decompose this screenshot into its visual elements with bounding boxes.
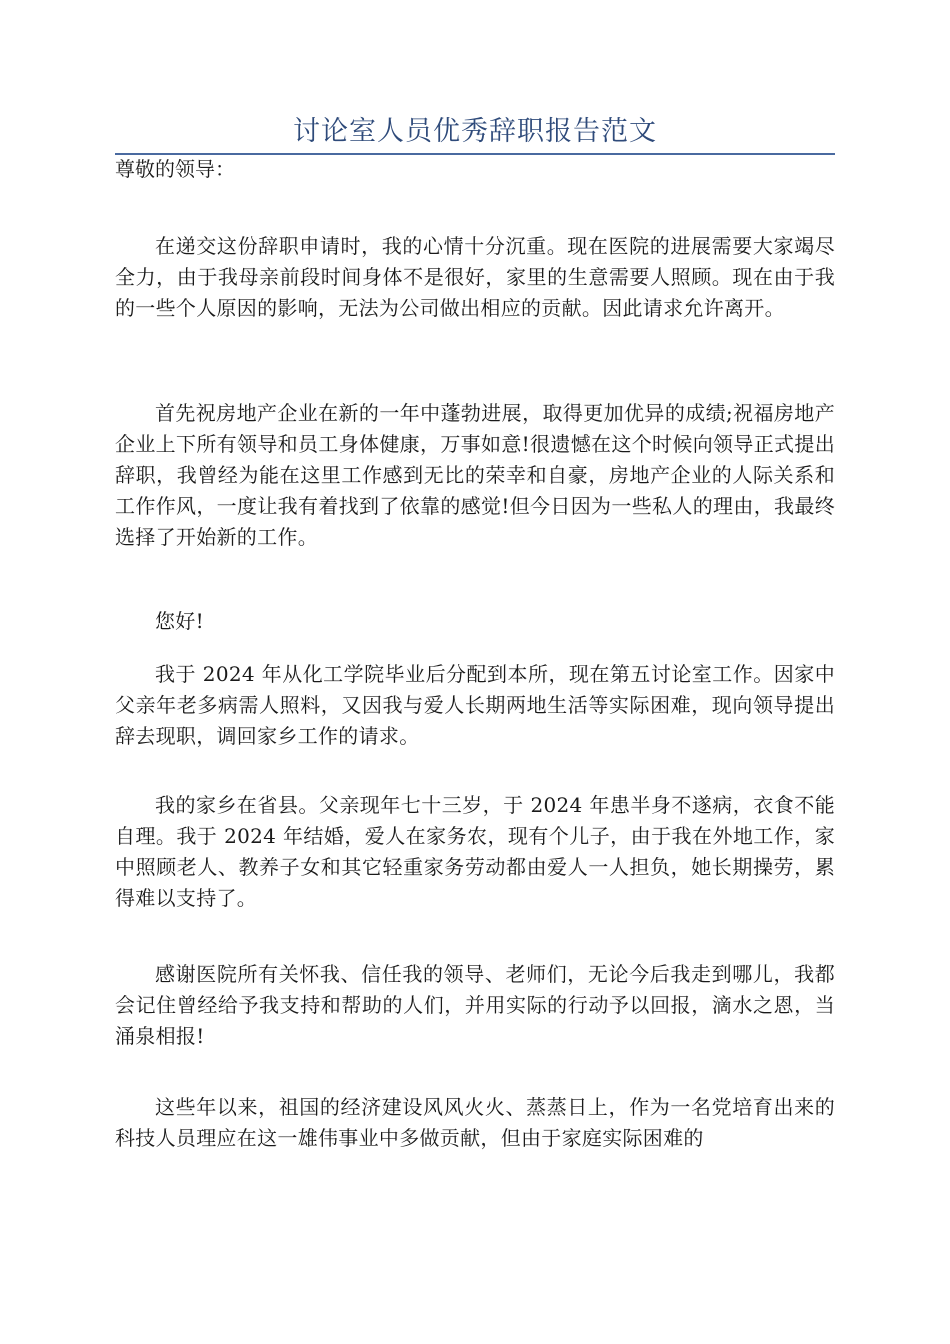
paragraph-5: 我的家乡在省县。父亲现年七十三岁，于 2024 年患半身不遂病，衣食不能自理。我于 2024 年结婚，爱人在家务农，现有个儿子，由于我在外地工作，家中照顾老人、教养子女和其它轻重家务劳动都由爱人一人担负，她长期操劳，累得难以支持了。: [115, 793, 835, 910]
paragraph-3: 您好!: [155, 609, 204, 633]
salutation: 尊敬的领导：: [115, 157, 235, 181]
paragraph-2: 首先祝房地产企业在新的一年中蓬勃进展，取得更加优异的成绩;祝福房地产企业上下所有领导和员工身体健康，万事如意!很遗憾在这个时候向领导正式提出辞职，我曾经为能在这里工作感到无比的荣幸和自豪，房地产企业的人际关系和工作作风，一度让我有着找到了依靠的感觉!但今日因为一些私人的理由，我最终选择了开始新的工作。: [115, 401, 835, 549]
paragraph-6: 感谢医院所有关怀我、信任我的领导、老师们，无论今后我走到哪儿，我都会记住曾经给予我支持和帮助的人们，并用实际的行动予以回报，滴水之恩，当涌泉相报!: [115, 962, 835, 1048]
paragraph-1: 在递交这份辞职申请时，我的心情十分沉重。现在医院的进展需要大家竭尽全力，由于我母亲前段时间身体不是很好，家里的生意需要人照顾。现在由于我的一些个人原因的影响，无法为公司做出相应的贡献。因此请求允许离开。: [115, 234, 835, 320]
document-title: 讨论室人员优秀辞职报告范文: [293, 116, 657, 147]
paragraph-4: 我于 2024 年从化工学院毕业后分配到本所，现在第五讨论室工作。因家中父亲年老多病需人照料，又因我与爱人长期两地生活等实际困难，现向领导提出辞去现职，调回家乡工作的请求。: [115, 662, 835, 748]
paragraph-7: 这些年以来，祖国的经济建设风风火火、蒸蒸日上，作为一名党培育出来的科技人员理应在这一雄伟事业中多做贡献，但由于家庭实际困难的: [115, 1095, 835, 1150]
